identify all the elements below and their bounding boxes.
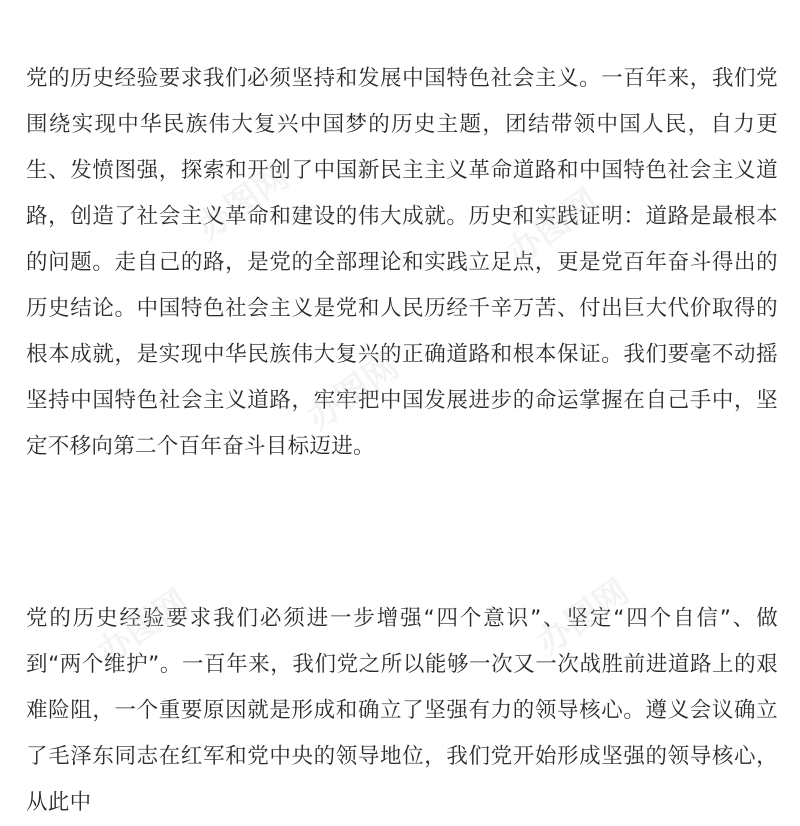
watermark-logo-icon: 办图网 (499, 181, 607, 274)
watermark-logo-icon: 办图网 (299, 346, 407, 439)
watermark-logo-icon: 办图网 (529, 571, 637, 664)
paragraph-1: 党的历史经验要求我们必须坚持和发展中国特色社会主义。一百年来，我们党围绕实现中华民族伟大复兴中国梦的历史主题，团结带领中国人民，自力更生、发愤图强，探索和开创了中国新民主主义革命道路和中国特色社会主义道路，创造了社会主义革命和建设的伟大成就。历史和实践证明：道路是最根本的问题。走自己的路，是党的全部理论和实践立足点，更是党百年奋斗得出的历史结论。中国特色社会主义是党和人民历经千辛万苦、付出巨大代价取得的根本成就，是实现中华民族伟大复兴的正确道路和根本保证。我们要毫不动摇坚持中国特色社会主义道路，牢牢把中国发展进步的命运掌握在自己手中，坚定不移向第二个百年奋斗目标迈进。 (26, 66, 778, 459)
watermark-logo-icon: 办图网 (189, 156, 297, 249)
paragraph-2: 党的历史经验要求我们必须进一步增强“四个意识”、坚定“四个自信”、做到“两个维护”。一百年来，我们党之所以能够一次又一次战胜前进道路上的艰难险阻，一个重要原因就是形成和确立了坚强有力的领导核心。遵义会议确立了毛泽东同志在红军和党中央的领导地位，我们党开始形成坚强的领导核心，从此中 (26, 606, 778, 815)
watermark-logo-icon: 办图网 (89, 581, 197, 674)
